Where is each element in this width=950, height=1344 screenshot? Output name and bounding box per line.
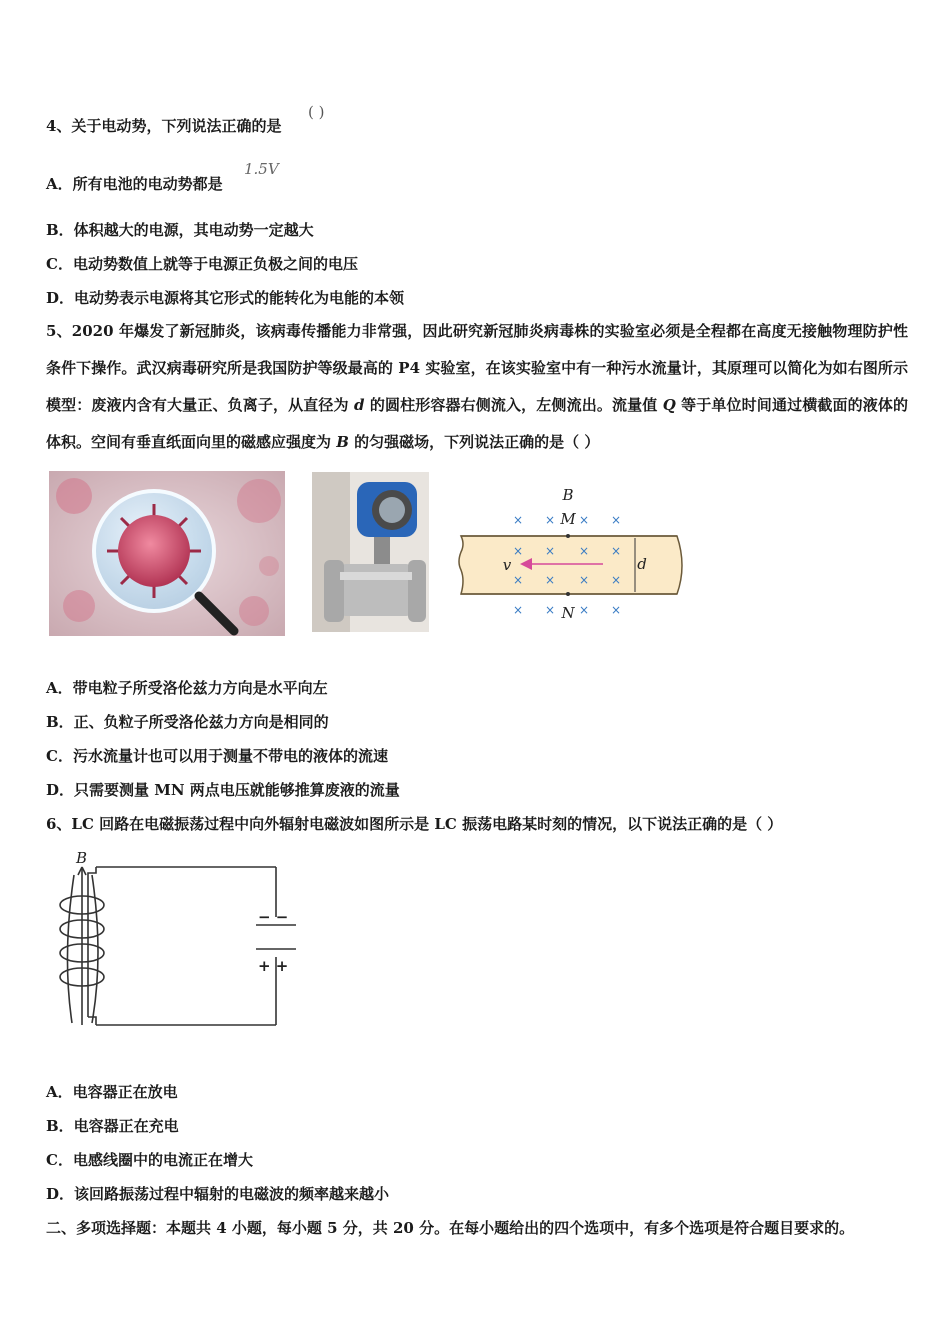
pipe-label-b: B	[562, 486, 574, 504]
q5-stem-part: 的匀强磁场，下列说法正确的是（ ）	[348, 433, 600, 451]
q5-stem-part: 5、2020 年爆发了新冠肺炎，该病毒传播能力非常强，因此研究新冠肺炎病毒株的实验室必须是全程都在高度无接触物理防护性条件下操作。武汉病毒研究所是我国防护等级最高的 P4 实验室，在该实验室中有一种污水流量计，其原理可以简化为如右图所示模型：废液内含有大量正、负离子，从直径为	[46, 322, 908, 414]
q6-option-d: D．该回路振荡过程中辐射的电磁波的频率越来越小	[46, 1185, 390, 1203]
svg-text:×: ×	[513, 573, 524, 587]
q5-option-c: C．污水流量计也可以用于测量不带电的液体的流速	[46, 747, 388, 765]
svg-text:×: ×	[611, 573, 622, 587]
q5-option-b: B．正、负粒子所受洛伦兹力方向是相同的	[46, 713, 329, 731]
svg-text:×: ×	[513, 603, 524, 617]
svg-text:×: ×	[611, 544, 622, 558]
q5-var-q: Q	[662, 396, 676, 414]
q4-option-b: B．体积越大的电源，其电动势一定越大	[46, 221, 314, 239]
lc-circuit-diagram	[44, 845, 306, 1035]
q4-stem	[46, 116, 281, 136]
svg-text:×: ×	[579, 603, 590, 617]
q6-option-b: B．电容器正在充电	[46, 1117, 179, 1135]
q4-option-a-math: 1.5V	[244, 160, 279, 178]
q4-stem-text: 4、关于电动势，下列说法正确的是	[46, 117, 282, 135]
q6-option-c: C．电感线圈中的电流正在增大	[46, 1151, 253, 1169]
q6-option-a: A．电容器正在放电	[46, 1083, 178, 1101]
q4-option-a: A．所有电池的电动势都是	[46, 175, 223, 193]
q5-var-b: B	[336, 433, 349, 451]
svg-text:×: ×	[545, 544, 556, 558]
q5-stem-part: 等于单位时间通过横截面的液体的体积。空间有垂直纸面向里的磁感应强度为	[46, 396, 908, 451]
capacitor-plus-label: + +	[258, 957, 289, 975]
pipe-label-v: v	[502, 556, 512, 574]
q5-var-d: d	[354, 396, 365, 414]
svg-text:×: ×	[579, 513, 590, 527]
lc-label-b: B	[76, 849, 88, 867]
section-2-heading: 二、多项选择题：本题共 4 小题，每小题 5 分，共 20 分。在每小题给出的四个选项中，有多个选项是符合题目要求的。	[46, 1219, 855, 1237]
svg-text:×: ×	[545, 573, 556, 587]
svg-text:×: ×	[579, 573, 590, 587]
pipe-label-n: N	[561, 604, 575, 622]
q5-stem	[46, 313, 908, 461]
svg-text:×: ×	[545, 513, 556, 527]
svg-text:×: ×	[611, 603, 622, 617]
svg-text:×: ×	[545, 603, 556, 617]
svg-text:×: ×	[579, 544, 590, 558]
capacitor-minus-label: − −	[258, 908, 289, 926]
q6-stem: 6、LC 回路在电磁振荡过程中向外辐射电磁波如图所示是 LC 振荡电路某时刻的情况，以下说法正确的是（ ）	[46, 815, 783, 833]
flowmeter-image	[312, 472, 429, 632]
q4-option-c: C．电动势数值上就等于电源正负极之间的电压	[46, 255, 358, 273]
q4-blank: ( )	[308, 103, 325, 121]
pipe-diagram	[455, 482, 690, 622]
q4-option-d: D．电动势表示电源将其它形式的能转化为电能的本领	[46, 289, 405, 307]
q5-option-d: D．只需要测量 MN 两点电压就能够推算废液的流量	[46, 781, 400, 799]
q5-option-a: A．带电粒子所受洛伦兹力方向是水平向左	[46, 679, 328, 697]
q5-stem-part: 的圆柱形容器右侧流入，左侧流出。流量值	[364, 396, 663, 414]
svg-text:×: ×	[513, 513, 524, 527]
pipe-label-m: M	[560, 510, 576, 528]
svg-text:×: ×	[611, 513, 622, 527]
virus-image	[49, 471, 285, 636]
svg-text:×: ×	[513, 544, 524, 558]
pipe-label-d: d	[637, 555, 647, 573]
